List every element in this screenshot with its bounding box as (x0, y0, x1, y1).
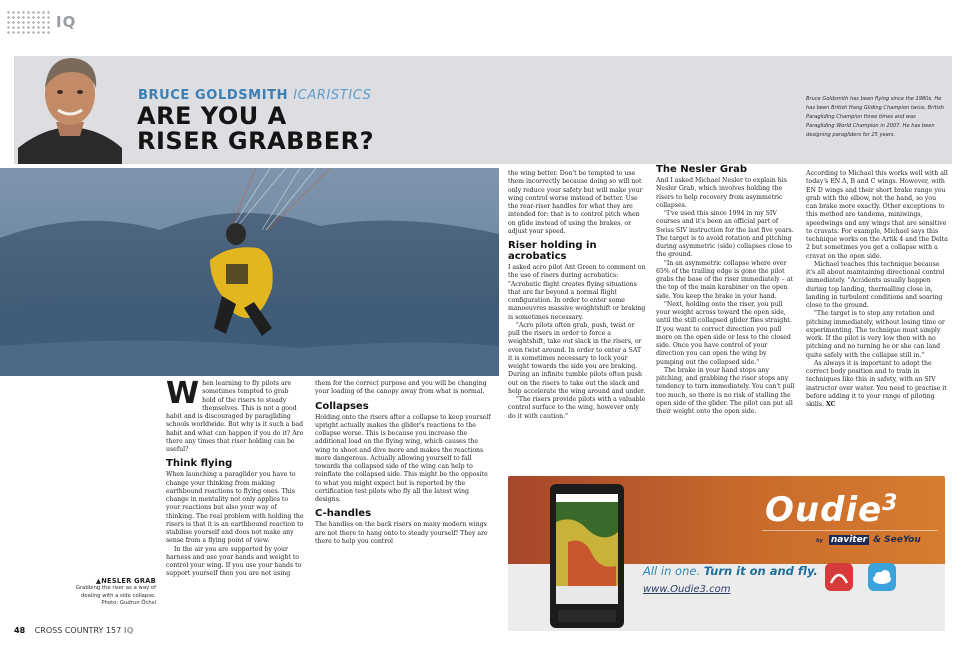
nesler-paragraph-4: "Next, holding onto the riser, you pull your weight across toward the open side, until the still collapsed glider flies straight. If you want to correct direction you pull more on the open side or less to the closed side. Once you have control of your direction you can open the wing by pumping out the collapsed side." (656, 300, 792, 366)
page-number: 48 (14, 626, 26, 635)
end-mark: XC (825, 401, 836, 408)
app-icon-xc (825, 563, 853, 591)
author-bio: Bruce Goldsmith has been flying since the 1980s. He has been British Hang Gliding Champion twice, British Paragliding Champion three times and was Paragliding World Champion in 2007. He has been designing paragliders for 25 years. (806, 96, 944, 139)
article-column-5 (806, 170, 948, 409)
advert-partners: by naviter & SeeYou (816, 535, 921, 545)
subhead-think-flying: Think flying (166, 458, 233, 470)
article-column-4 (656, 164, 796, 416)
col5-paragraph-3: "The target is to stop any rotation and pitching immediately, without losing time or experimenting. The technique must simply work. If the pilot is very low then with no pitching and no turning he or she can land quite safely with the collapse still in." (806, 310, 945, 359)
author-name: BRUCE GOLDSMITH (138, 88, 289, 103)
think-paragraph-1: When launching a paraglider you have to change your thinking from making earthbound reactions to flying ones. This change in mentality not only applies to your reactions but also your way of thinking. The real problem with holding the risers is that it is an earthbound reaction to stabilise yourself and does not make any sense from a flying point of view. (166, 471, 304, 545)
advert-tagline: All in one. Turn it on and fly. (643, 564, 818, 578)
paraglider-photo (0, 168, 499, 376)
nesler-paragraph-2: "I've used this since 1994 in my SIV courses and it's been an official part of Swiss SIV instruction for the last five years. The target is to avoid rotation and pitching during asymmetric (side) collapses close to the ground. (656, 210, 794, 259)
caption-line-2: dealing with a side collapse. (80, 592, 156, 599)
nesler-paragraph-1: And I asked Michael Nesler to explain his Nesler Grab, which involves holding the risers to help recovery from asymmetric collapses. (656, 177, 787, 209)
headline (137, 104, 374, 154)
subhead-nesler-grab: The Nesler Grab (656, 164, 747, 175)
acro-paragraph-2: "Acro pilots often grab, push, twist or pull the risers in order to force a weightshift, take out slack in the risers, or even twist around. In order to enter a SAT it is sometimes necessary to lock your weight towards the side you are braking. During an infinite tumble pilots often push out on the risers to take out the slack and help accelerate the wing around and under. (508, 321, 646, 395)
page-footer (14, 626, 134, 635)
col5-paragraph-4: As always it is important to adopt the correct body position and to train in techniques like this in safety, with an SIV instructor over water. You need to practise it before adding it to your range of piloting skills. XC (806, 359, 947, 408)
c-handles-paragraph: The handles on the back risers on many modern wings are not there to hang onto to steady yourself! They are there to help you control (315, 521, 488, 545)
gps-device-image (548, 482, 626, 630)
article-column-2 (315, 380, 495, 546)
nesler-paragraph-3: "In an asymmetric collapse where over 65% of the trailing edge is gone the pilot grabs the base of the riser immediately – at the top of the main karabiner on the open side. You keep the brake in your hand. (656, 259, 793, 300)
think-paragraph-2: In the air you are supported by your harness and use your hands and weight to control your wing. If you use your hands to support yourself then you are not using (166, 545, 302, 578)
drop-cap: W (166, 376, 200, 411)
app-icon-cloud (868, 563, 896, 591)
advert-url-link[interactable]: www.Oudie3.com (643, 584, 731, 595)
naviter-logo: naviter (830, 535, 868, 545)
advert-divider (762, 530, 938, 531)
column-name: ICARISTICS (293, 88, 372, 103)
intro-paragraph: When learning to fly pilots are sometimes tempted to grab hold of the risers to steady themselves. This is not a good habit and is discouraged by paragliding schools worldwide. But why is it such a bad habit and what can happen if you do it? Are there any times that riser holding can be useful? (166, 376, 304, 453)
subhead-acrobatics: Riser holding in acrobatics (508, 240, 597, 262)
caption-credit: Photo: Gudrun Öchsl (101, 599, 156, 606)
photo-caption (74, 578, 156, 607)
col3-paragraph-1: the wing better. Don't be tempted to use them incorrectly because doing so will not only reduce your safety but will make your wing control worse instead of better. Use the rear-riser handles for what they are intended for: that is to control pitch when on glide instead of using the brakes, or adjust your speed. (508, 170, 643, 235)
article-column-1 (166, 376, 304, 579)
section-tag: IQ (56, 13, 77, 31)
collapses-paragraph: Holding onto the risers after a collapse to keep yourself upright actually makes the glider's reactions to the collapse worse. This is because you increase the additional load on the flying wing, which causes the wing to shoot and dive more and makes the reactions more dangerous. Actually allowing yourself to fall towards the collapsed side of the wing can help to reinflate the collapsed side. This might be the opposite to what you might expect but is reported by the certification test pilots who fly all the latest wing designs. (315, 413, 491, 503)
oudie-advert[interactable] (508, 476, 945, 631)
caption-title: ▲NESLER GRAB (95, 577, 156, 585)
footer-section: IQ (123, 626, 134, 635)
col5-paragraph-1: According to Michael this works well with all today's EN A, B and C wings. However, with EN D wings and their short brake range you grab with the elbow, not the hand, so you can brake more exactly. Other exceptions to this method are tandems, miniwings, speedwings and any wings that are sensitive to cravats. For example, Michael says this technique works on the Artik 4 and the Delta 2 but sometimes you get a collapse with a cravat on the open side. (806, 170, 948, 260)
author-kicker (138, 88, 372, 103)
subhead-collapses: Collapses (315, 400, 369, 412)
article-column-3 (508, 170, 646, 421)
nesler-paragraph-5: The brake in your hand stops any pitching, and grabbing the riser stops any tendency to turn immediately. You can't pull too much, so there is no risk of stalling the open side of the glider. The pilot can put all their weight onto the open side. (656, 366, 795, 415)
subhead-c-handles: C-handles (315, 508, 372, 520)
advert-brand: Oudie$^3$ (765, 490, 899, 530)
headline-line-2: RISER GRABBER? (137, 127, 375, 155)
seeyou-logo: SeeYou (884, 535, 921, 545)
acro-paragraph-1: I asked acro pilot Ant Green to comment on the use of risers during acrobatics: "Acrobatic flight creates flying situations that are far beyond a normal flight configuration. In order to enter some manoeuvres massive weightshift or braking is sometimes necessary. (508, 264, 646, 321)
author-portrait (18, 44, 122, 164)
headline-line-1: ARE YOU A (137, 102, 287, 130)
section-tag-pattern (6, 10, 52, 36)
magazine-title: CROSS COUNTRY 157 (34, 626, 122, 635)
col5-paragraph-2: Michael teaches this technique because it's all about maintaining directional control immediately. "Accidents usually happen during top landing, thermalling close in, landing in turbulent conditions and soaring close to the ground. (806, 260, 945, 309)
col2-paragraph-1: them for the correct purpose and you will be changing your loading of the canopy away from what is normal. (315, 380, 487, 396)
caption-line-1: Grabbing the riser as a way of (75, 585, 156, 592)
acro-paragraph-3: "The risers provide pilots with a valuable control surface to the wing, however only do it with caution." (508, 396, 646, 420)
